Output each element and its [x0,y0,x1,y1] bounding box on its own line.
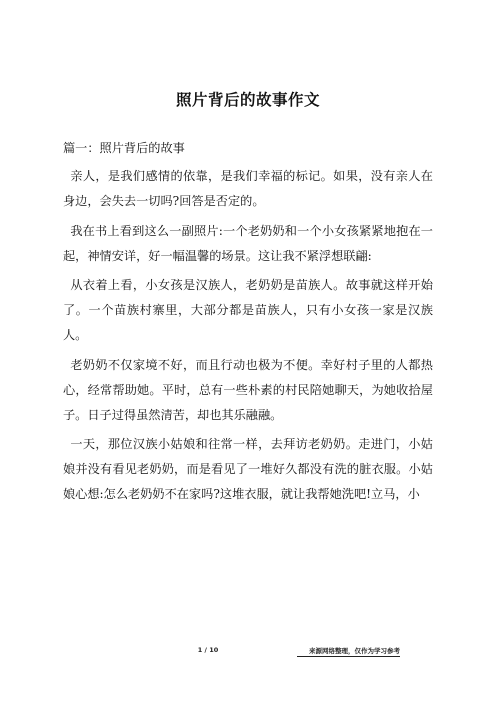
paragraph: 从衣着上看，小女孩是汉族人，老奶奶是苗族人。故事就这样开始了。一个苗族村寨里，大部分都是苗族人，只有小女孩一家是汉族人。 [63,278,433,342]
paragraph: 一天，那位汉族小姑娘和往常一样，去拜访老奶奶。走进门，小姑娘并没有看见老奶奶，而是看见了一堆好久都没有洗的脏衣服。小姑娘心想:怎么老奶奶不在家吗?这堆衣服，就让我帮她洗吧!立马，小 [63,437,433,501]
document-title: 照片背后的故事作文 [175,91,320,109]
paragraph: 亲人，是我们感情的依靠，是我们幸福的标记。如果，没有亲人在身边，会失去一切吗?回答是否定的。 [63,169,433,208]
paragraph: 老奶奶不仅家境不好，而且行动也极为不便。幸好村子里的人都热心，经常帮助她。平时，总有一些朴素的村民陪她聊天，为她收拾屋子。日子过得虽然清苦，却也其乐融融。 [63,357,433,422]
section-heading: 篇一：照片背后的故事 [63,141,185,155]
page-number: 1 / 10 [197,646,219,654]
paragraph: 我在书上看到这么一副照片:一个老奶奶和一个小女孩紧紧地抱在一起，神情安详，好一幅温馨的场景。这让我不紧浮想联翩: [63,223,433,263]
source-note: 来源网络整理，仅作为学习参考 [297,646,400,657]
page-footer [0,644,496,658]
document-body [63,136,433,512]
